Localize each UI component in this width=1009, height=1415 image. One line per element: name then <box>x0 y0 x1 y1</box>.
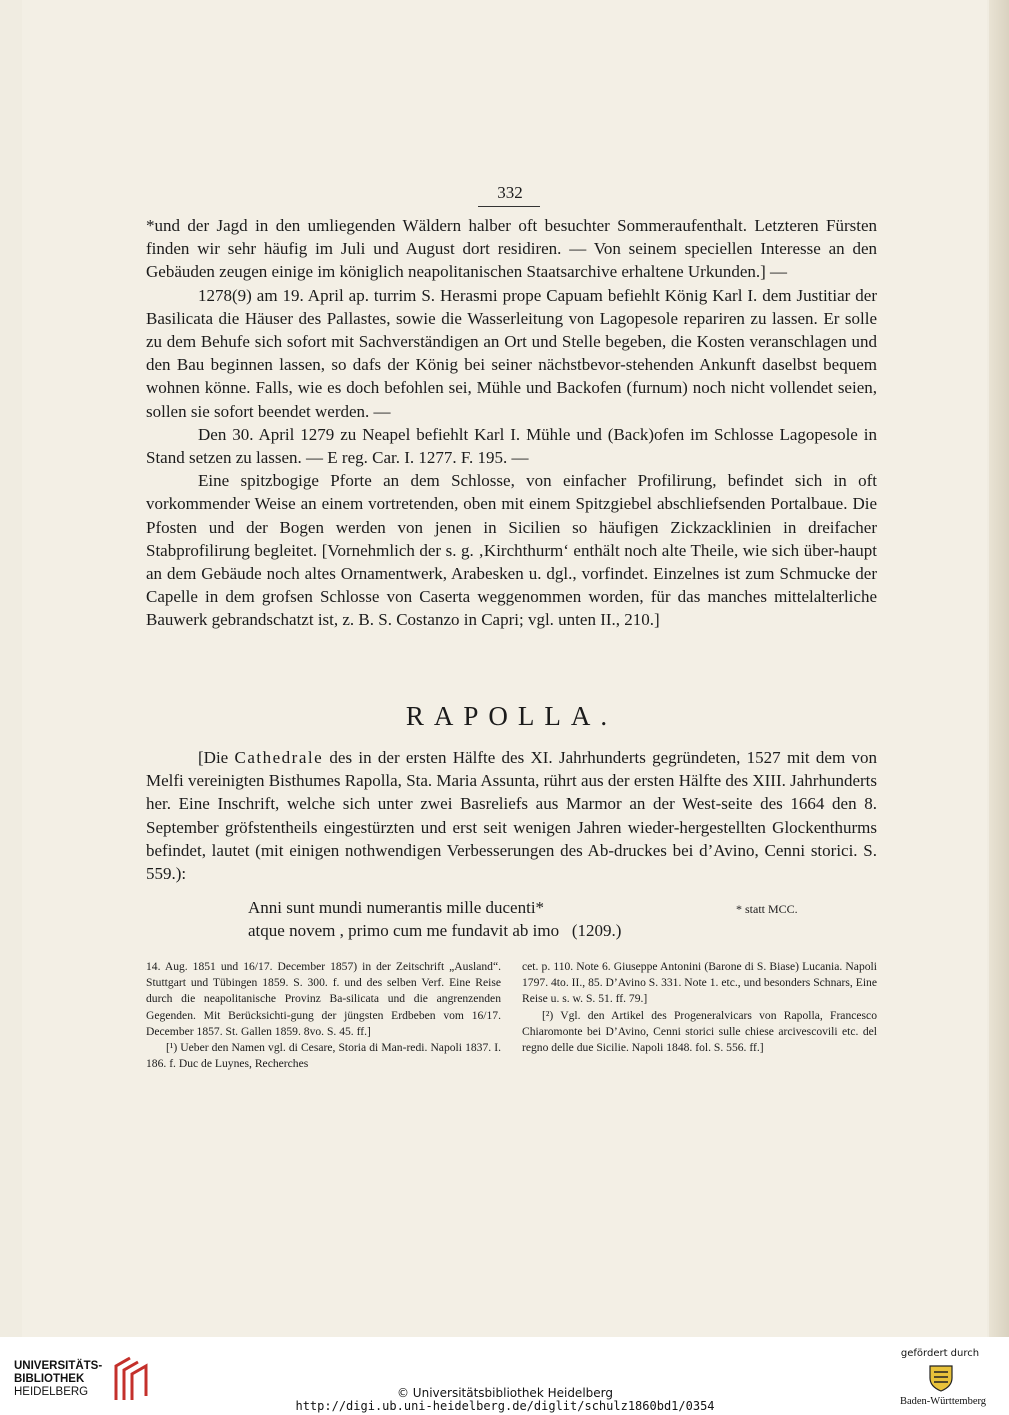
paragraph: Eine spitzbogige Pforte an dem Schlosse, von einfacher Profilirung, befindet sich in oft vorkommender Weise an einem vortretenden, oben mit einem Spitzgiebel abschliefsenden Portalbaue. Die Pfosten und der Bogen werden von jenen in Sicilien so häufigen Zickzacklinien in dreifacher Stabprofilirung begleitet. [Vornehmlich der s. g. ‚Kirchthurm‘ enthält noch alte Theile, wie sich über-haupt an dem Gebäude noch altes Ornamentwerk, Arabesken u. dgl., vorfindet. Einzelnes ist zum Schmucke der Capelle in dem grofsen Schlosse von Caserta weggenommen worden, für das manches mittelalterliche Bauwerk gebrandschatzt ist, z. B. S. Costanzo in Capri; vgl. unten II., 210.] <box>146 471 877 630</box>
footnote: 14. Aug. 1851 und 16/17. December 1857) in der Zeitschrift „Ausland“. Stuttgart und Tübingen 1859. S. 300. f. und des selben Verf. Eine Reise durch die neapolitanische Provinz Ba-silicata und die angrenzenden Gegenden. Mit Berücksichti-gung der jüngsten Erdbeben vom 16/17. December 1857. St. Gallen 1859. 8vo. S. 45. ff.] <box>146 960 501 1038</box>
library-name-line: BIBLIOTHEK <box>14 1373 85 1385</box>
inscription-line: Anni sunt mundi numerantis mille ducenti* <box>248 898 545 917</box>
text-run: [Die <box>198 748 235 767</box>
footnote: cet. p. 110. Note 6. Giuseppe Antonini (Barone di S. Biase) Lucania. Napoli 1797. 4to. II., 85. D’Avino S. 331. Note 1. etc., und besonders Schnars, Eine Reise u. s. w. S. 51. ff. 79.] <box>522 960 877 1006</box>
main-text-rapolla <box>146 746 877 885</box>
footnotes-right <box>522 959 877 1056</box>
paragraph <box>146 746 877 885</box>
page-number-rule <box>478 206 540 207</box>
page-number: 332 <box>497 183 523 202</box>
inscription-line: atque novem , primo cum me fundavit ab imo (1209.) <box>248 921 622 940</box>
main-text-top <box>146 214 877 632</box>
section-heading: RAPOLLA. <box>405 701 618 731</box>
sponsor-label: gefördert durch <box>900 1348 980 1359</box>
spaced-word: Cathedrale <box>234 748 324 767</box>
inscription <box>248 896 678 942</box>
paragraph: 1278(9) am 19. April ap. turrim S. Herasmi prope Capuam befiehlt König Karl I. dem Justitiar der Basilicata die Häuser des Pallastes, sowie die Wasserleitung von Lagopesole repariren zu lassen. Er solle zu dem Behufe sich sofort mit Sachverständigen an Ort und Stelle begeben, die Kosten veranschlagen und den Bau beginnen lassen, so dafs der König bei seiner nächstbevor-stehenden Ankunft daselbst bequem wohnen könne. Falls, wie es doch befohlen sei, Mühle und Backofen (furnum) noch nicht vollendet seien, sollen sie sofort beendet werden. — <box>146 285 877 421</box>
copyright-text: © Universitätsbibliothek Heidelberg <box>396 1386 613 1400</box>
permalink[interactable]: http://digi.ub.uni-heidelberg.de/diglit/schulz1860bd1/0354 <box>295 1399 715 1413</box>
footnote: [¹) Ueber den Namen vgl. di Cesare, Storia di Man-redi. Napoli 1837. I. 186. f. Duc de Luynes, Recherches <box>146 1041 501 1071</box>
footnote: [²) Vgl. den Artikel des Progeneralvicars von Rapolla, Francesco Chiaromonte bei D’Avino, Cenni storici sulle chiese arcivescovili etc. del regno delle due Sicilie. Napoli 1848. fol. S. 556. ff.] <box>522 1008 877 1055</box>
paragraph: Den 30. April 1279 zu Neapel befiehlt Karl I. Mühle und (Back)ofen im Schlosse Lagopesole in Stand setzen zu lassen. — E reg. Car. I. 1277. F. 195. — <box>146 424 877 468</box>
sponsor-name: Baden-Württemberg <box>899 1396 987 1407</box>
inscription-note: * statt MCC. <box>736 902 798 916</box>
page-edge <box>989 0 1009 1337</box>
text-run: des in der ersten Hälfte des XI. Jahrhunderts gegründeten, 1527 mit dem von Melfi vereinigten Bisthumes Rapolla, Sta. Maria Assunta, rührt aus der ersten Hälfte des XIII. Jahrhunderts her. Eine Inschrift, welche sich unter zwei Basreliefs aus Marmor an der West-seite des 1664 den 8. September gröfstentheils eingestürzten und erst seit wenigen Jahren wieder-hergestellten Glockenthurms befindet, lautet (mit einigen nothwendigen Verbesserungen des Ab-druckes bei d’Avino, Cenni storici. S. 559.): <box>146 748 877 884</box>
library-name-line: HEIDELBERG <box>14 1386 89 1398</box>
library-logo-icon[interactable] <box>12 1352 162 1404</box>
footnotes-left <box>146 959 501 1072</box>
library-name-line: UNIVERSITÄTS- <box>14 1360 103 1372</box>
paragraph: *und der Jagd in den umliegenden Wäldern halber oft besuchter Sommeraufenthalt. Letzteren Fürsten finden wir sehr häufig im Juli und August dort residiren. — Von seinem speciellen Interesse an den Gebäuden zeugen einige im königlich neapolitanischen Staatsarchive erhaltene Urkunden.] — <box>146 216 877 282</box>
state-crest-icon <box>926 1362 956 1392</box>
